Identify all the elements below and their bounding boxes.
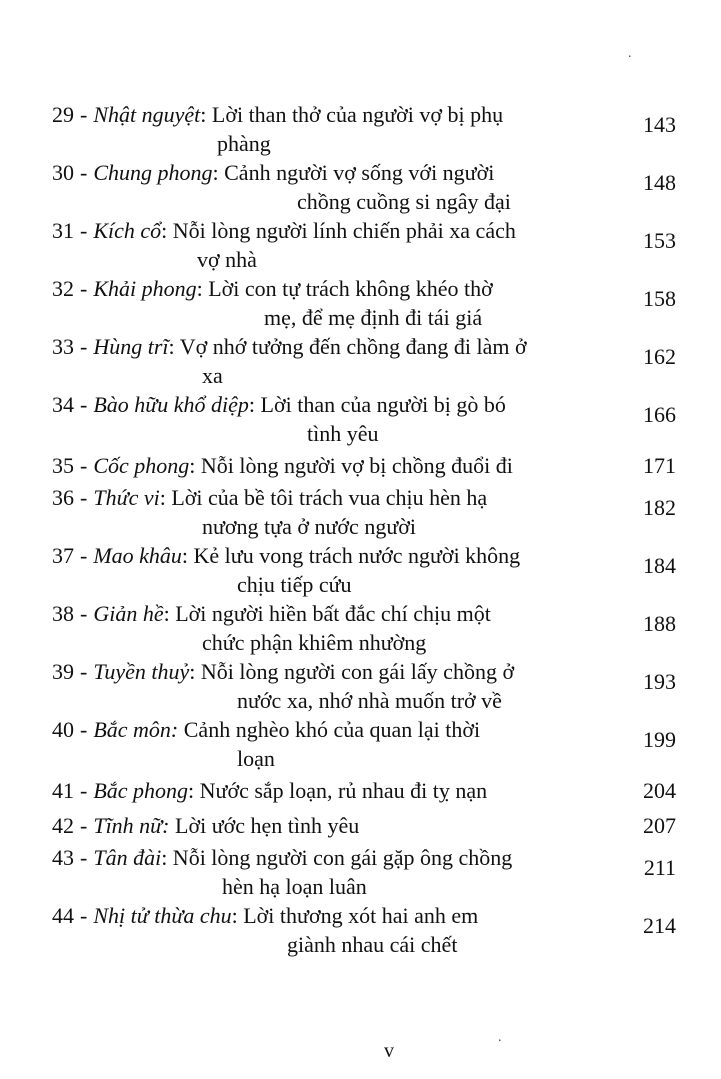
toc-entry	[52, 901, 676, 959]
toc-entry-title: Cốc phong	[93, 453, 190, 478]
toc-entry-page: 143	[643, 112, 676, 137]
toc-entry-title: Mao khâu	[93, 543, 182, 568]
toc-entry-number: 38	[52, 601, 74, 626]
toc-entry-description-continued: nước xa, nhớ nhà muốn trở về	[237, 688, 502, 713]
toc-entry-description: Cảnh nghèo khó của quan lại thời	[178, 717, 481, 742]
toc-entry-title: Hùng trĩ	[93, 334, 169, 359]
toc-entry-dash: -	[80, 543, 88, 568]
toc-entry-description-continued: chịu tiếp cứu	[237, 572, 352, 597]
toc-entry-line1	[52, 100, 612, 129]
toc-entry-title: Kích cổ	[93, 218, 162, 243]
toc-entry-number: 31	[52, 218, 74, 243]
toc-entry-description: Lời ước hẹn tình yêu	[169, 813, 360, 838]
toc-entry-description-continued: chồng cuồng si ngây đại	[297, 189, 511, 214]
toc-entry	[52, 390, 676, 448]
toc-entry-number: 32	[52, 276, 74, 301]
toc-entry-text	[52, 901, 612, 959]
toc-entry-text	[52, 483, 612, 541]
toc-entry-dash: -	[80, 453, 88, 478]
toc-entry-number: 42	[52, 813, 74, 838]
toc-entry-title: Giản hề	[93, 601, 164, 626]
toc-entry-description-continued: hèn hạ loạn luân	[222, 874, 367, 899]
toc-entry-title: Bắc môn:	[93, 717, 179, 742]
toc-entry-line1	[52, 158, 612, 187]
toc-entry-description: : Vợ nhớ tưởng đến chồng đang đi làm ở	[168, 334, 527, 359]
toc-entry-page: 211	[643, 855, 676, 880]
toc-entry-number: 35	[52, 453, 74, 478]
toc-entry-description: : Lời của bề tôi trách vua chịu hèn hạ	[159, 485, 488, 510]
toc-entry-dash: -	[80, 218, 88, 243]
toc-entry-text	[52, 599, 612, 657]
toc-entry-title: Tĩnh nữ:	[93, 813, 170, 838]
toc-entry	[52, 274, 676, 332]
toc-entry-description-continued: tình yêu	[307, 421, 379, 446]
toc-entry-description-continued: phàng	[217, 131, 271, 156]
toc-entry-title: Tân đài	[93, 845, 162, 870]
toc-entry-page: 162	[643, 344, 676, 369]
toc-entry-page: 158	[643, 286, 676, 311]
toc-entry	[52, 808, 676, 843]
toc-entry-line1	[52, 843, 612, 872]
toc-entry	[52, 332, 676, 390]
toc-entry-page: 207	[643, 813, 676, 838]
scan-speck: .	[498, 1030, 502, 1045]
toc-entry-number: 37	[52, 543, 74, 568]
toc-entry-text	[52, 274, 612, 332]
toc-entry-description-continued: xa	[202, 363, 223, 388]
toc-entry-description-continued: giành nhau cái chết	[287, 932, 458, 957]
toc-entry-title: Nhật nguyệt	[93, 102, 201, 127]
toc-entry-description: : Lời con tự trách không khéo thờ	[196, 276, 493, 301]
toc-entry-description-continued: vợ nhà	[197, 247, 257, 272]
toc-entry-description-continued: loạn	[237, 746, 275, 771]
toc-entry-title: Tuyền thuỷ	[93, 659, 190, 684]
toc-entry-line1	[52, 216, 612, 245]
toc-entry-title: Khải phong	[93, 276, 197, 301]
toc-entry-title: Nhị tử thừa chu	[93, 903, 232, 928]
toc-entry-dash: -	[80, 102, 88, 127]
toc-entry	[52, 773, 676, 808]
toc-entry-number: 30	[52, 160, 74, 185]
toc-entry-page: 182	[643, 495, 676, 520]
toc-entry-title: Chung phong	[93, 160, 213, 185]
toc-entry-title: Bào hữu khổ diệp	[93, 392, 249, 417]
toc-entry	[52, 100, 676, 158]
toc-entry	[52, 216, 676, 274]
toc-entry-line1	[52, 332, 612, 361]
toc-entry	[52, 843, 676, 901]
toc-entry-dash: -	[80, 659, 88, 684]
toc-entry-page: 204	[643, 778, 676, 803]
toc-entry-number: 29	[52, 102, 74, 127]
toc-entry	[52, 483, 676, 541]
toc-entry-text	[52, 100, 612, 158]
toc-entry-description: : Nỗi lòng người con gái gặp ông chồng	[161, 845, 513, 870]
toc-entry-line1	[52, 390, 612, 419]
toc-entry-dash: -	[80, 813, 88, 838]
toc-entry-number: 44	[52, 903, 74, 928]
toc-entry-text	[52, 657, 612, 715]
toc-entry-page: 214	[643, 913, 676, 938]
toc-entry-number: 41	[52, 778, 74, 803]
toc-entry-number: 36	[52, 485, 74, 510]
toc-entry-dash: -	[80, 903, 88, 928]
toc-entry-line1	[52, 599, 612, 628]
toc-entry-dash: -	[80, 276, 88, 301]
toc-entry-description: : Lời thương xót hai anh em	[231, 903, 479, 928]
toc-entry-text	[52, 390, 612, 448]
toc-entry-description: : Nước sắp loạn, rủ nhau đi tỵ nạn	[188, 778, 488, 803]
toc-entry	[52, 715, 676, 773]
toc-entry-line1	[52, 811, 612, 840]
toc-entry-description: : Lời than thở của người vợ bị phụ	[200, 102, 504, 127]
toc-entry-line1	[52, 483, 612, 512]
toc-entry-text	[52, 776, 612, 805]
toc-entry-title: Bắc phong	[93, 778, 189, 803]
table-of-contents	[52, 100, 676, 959]
toc-entry-number: 34	[52, 392, 74, 417]
toc-entry-line1	[52, 451, 612, 480]
toc-entry-number: 39	[52, 659, 74, 684]
toc-entry-page: 199	[643, 727, 676, 752]
toc-entry-description-continued: chức phận khiêm nhường	[202, 630, 427, 655]
toc-entry-page: 184	[643, 553, 676, 578]
toc-entry-description-continued: nương tựa ở nước người	[202, 514, 416, 539]
toc-entry-description: : Lời than của người bị gò bó	[248, 392, 506, 417]
toc-entry-description: : Cảnh người vợ sống với người	[212, 160, 495, 185]
toc-entry	[52, 448, 676, 483]
toc-entry	[52, 158, 676, 216]
toc-entry-text	[52, 332, 612, 390]
toc-entry-page: 188	[643, 611, 676, 636]
toc-entry-dash: -	[80, 334, 88, 359]
toc-entry-line1	[52, 274, 612, 303]
toc-entry	[52, 599, 676, 657]
toc-entry-description: : Lời người hiền bất đắc chí chịu một	[163, 601, 491, 626]
toc-entry	[52, 541, 676, 599]
toc-entry-line1	[52, 901, 612, 930]
toc-entry-dash: -	[80, 601, 88, 626]
scan-speck: .	[628, 46, 632, 61]
toc-entry-text	[52, 843, 612, 901]
toc-entry-page: 153	[643, 228, 676, 253]
toc-entry-description: : Nỗi lòng người vợ bị chồng đuổi đi	[189, 453, 513, 478]
toc-entry-dash: -	[80, 845, 88, 870]
toc-entry-description: : Nỗi lòng người con gái lấy chồng ở	[189, 659, 515, 684]
toc-entry-text	[52, 715, 612, 773]
toc-entry-text	[52, 451, 612, 480]
toc-entry-number: 33	[52, 334, 74, 359]
toc-entry-line1	[52, 715, 612, 744]
toc-entry-line1	[52, 776, 612, 805]
page-number-footer: v	[384, 1040, 394, 1062]
toc-entry-line1	[52, 541, 612, 570]
toc-entry-page: 148	[643, 170, 676, 195]
toc-entry-dash: -	[80, 392, 88, 417]
toc-entry-text	[52, 158, 612, 216]
toc-entry-dash: -	[80, 717, 88, 742]
toc-entry-page: 166	[643, 402, 676, 427]
toc-entry-text	[52, 216, 612, 274]
toc-entry-description-continued: mẹ, để mẹ định đi tái giá	[264, 305, 483, 330]
toc-entry-number: 43	[52, 845, 74, 870]
toc-entry-number: 40	[52, 717, 74, 742]
toc-entry-text	[52, 811, 612, 840]
toc-entry	[52, 657, 676, 715]
toc-entry-page: 193	[643, 669, 676, 694]
toc-entry-text	[52, 541, 612, 599]
toc-entry-description: : Nỗi lòng người lính chiến phải xa cách	[161, 218, 516, 243]
toc-entry-page: 171	[643, 453, 676, 478]
toc-entry-dash: -	[80, 778, 88, 803]
toc-entry-title: Thức vi	[93, 485, 160, 510]
toc-entry-dash: -	[80, 160, 88, 185]
toc-entry-dash: -	[80, 485, 88, 510]
toc-entry-line1	[52, 657, 612, 686]
toc-entry-description: : Kẻ lưu vong trách nước người không	[181, 543, 521, 568]
